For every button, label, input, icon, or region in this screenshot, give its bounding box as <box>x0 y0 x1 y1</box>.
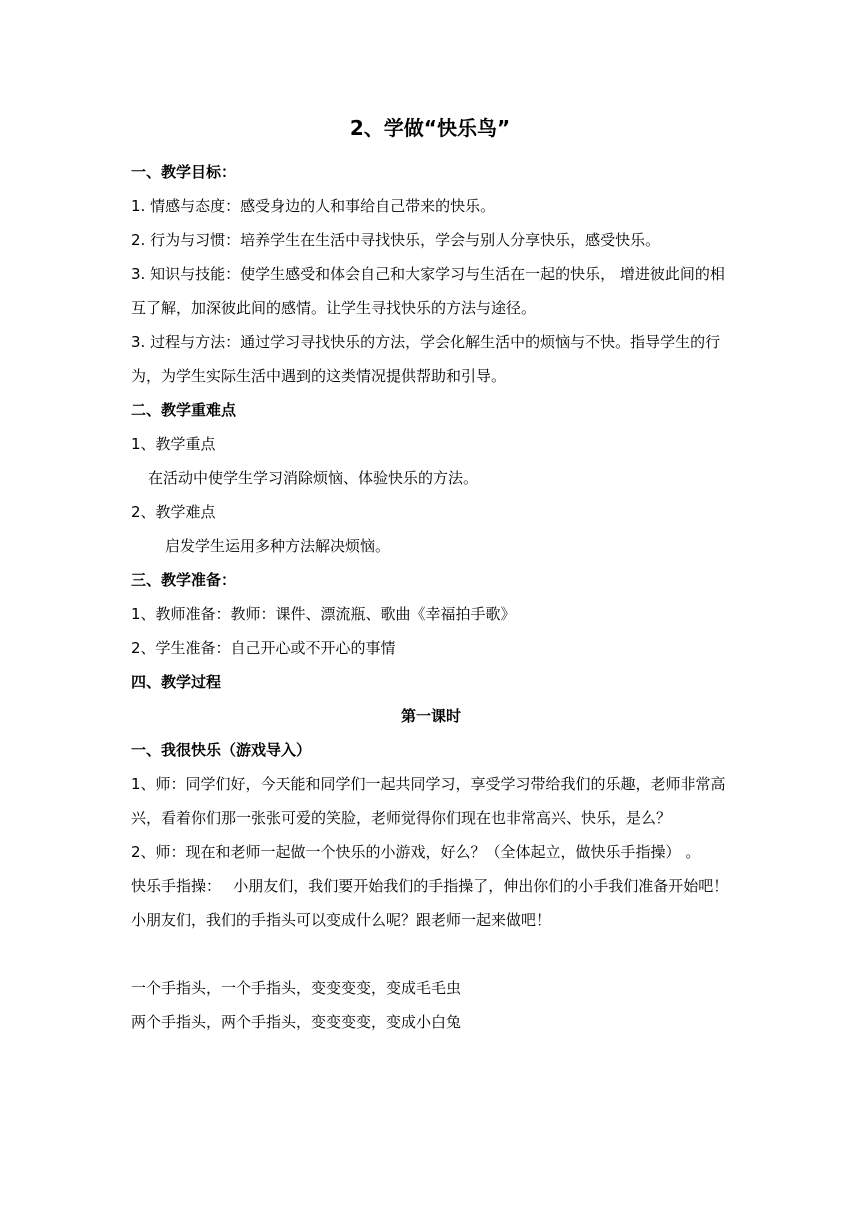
rhyme-line: 两个手指头，两个手指头，变变变变，变成小白兔 <box>131 1013 462 1031</box>
section-heading-process: 四、教学过程 <box>131 673 222 691</box>
document-title: 2、学做“快乐鸟” <box>349 116 511 140</box>
section-heading-preparation: 三、教学准备： <box>131 571 237 589</box>
activity-paragraph: 1、师：同学们好，今天能和同学们一起共同学习，享受学习带给我们的乐趣，老师非常高兴，看着你们那一张张可爱的笑脸，老师觉得你们现在也非常高兴、快乐，是么？ <box>131 775 726 827</box>
activity-heading: 一、我很快乐（游戏导入） <box>131 741 312 759</box>
blank-line <box>131 937 731 971</box>
subheading-key-point: 1、教学重点 <box>131 435 216 453</box>
activity-paragraph: 快乐手指操： 小朋友们，我们要开始我们的手指操了，伸出你们的小手我们准备开始吧！ 小朋友们，我们的手指头可以变成什么呢？跟老师一起来做吧！ <box>131 877 744 929</box>
objective-item: 2. 行为与习惯：培养学生在生活中寻找快乐，学会与别人分享快乐，感受快乐。 <box>131 231 661 249</box>
key-point-text: 在活动中使学生学习消除烦恼、体验快乐的方法。 <box>148 469 479 487</box>
preparation-item: 2、学生准备：自己开心或不开心的事情 <box>131 639 396 657</box>
rhyme-line: 一个手指头，一个手指头，变变变变，变成毛毛虫 <box>131 979 462 997</box>
lesson-title: 第一课时 <box>400 707 461 725</box>
section-heading-objectives: 一、教学目标： <box>131 163 237 181</box>
subheading-difficulty: 2、教学难点 <box>131 503 216 521</box>
objective-item: 3. 过程与方法：通过学习寻找快乐的方法，学会化解生活中的烦恼与不快。指导学生的行为，为学生实际生活中遇到的这类情况提供帮助和引导。 <box>131 333 721 385</box>
document-body <box>131 155 744 1039</box>
section-heading-key-points: 二、教学重难点 <box>131 401 237 419</box>
preparation-item: 1、教师准备：教师：课件、漂流瓶、歌曲《幸福拍手歌》 <box>131 605 516 623</box>
activity-paragraph: 2、师：现在和老师一起做一个快乐的小游戏，好么？（全体起立，做快乐手指操） 。 <box>131 843 701 861</box>
objective-item: 3. 知识与技能：使学生感受和体会自己和大家学习与生活在一起的快乐， 增进彼此间的相互了解，加深彼此间的感情。让学生寻找快乐的方法与途径。 <box>131 265 725 317</box>
objective-item: 1. 情感与态度：感受身边的人和事给自己带来的快乐。 <box>131 197 496 215</box>
difficulty-text: 启发学生运用多种方法解决烦恼。 <box>165 537 391 555</box>
